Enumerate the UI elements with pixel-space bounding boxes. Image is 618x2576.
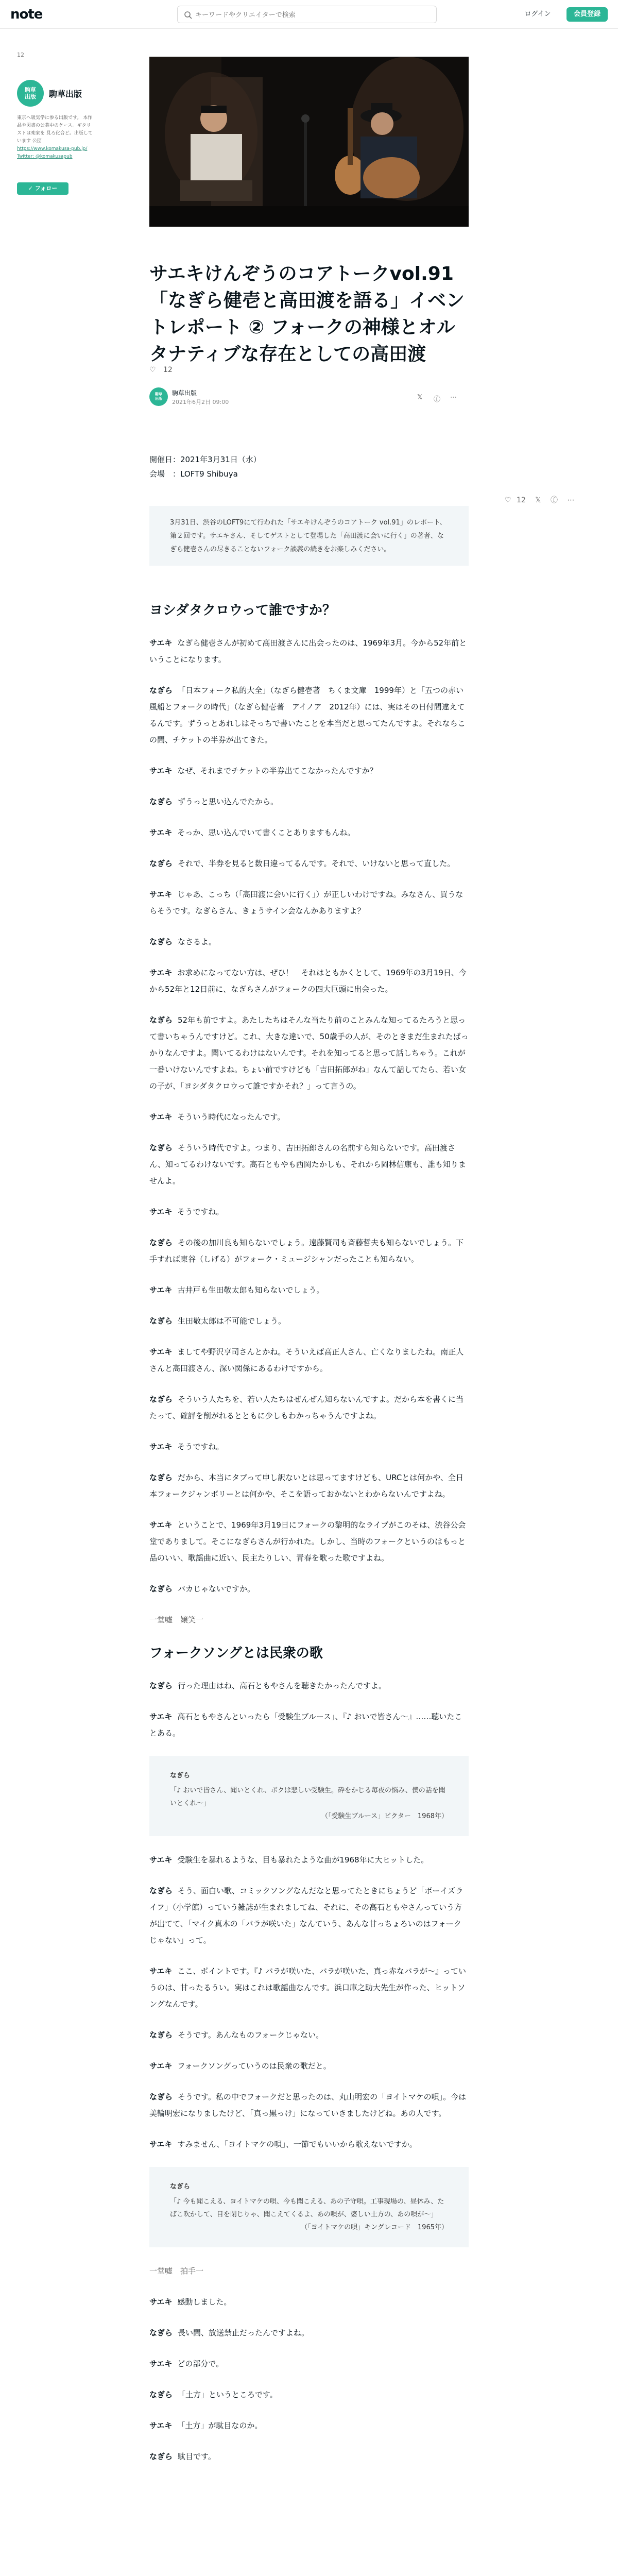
speaker-name: サエキ	[149, 1442, 173, 1451]
article-body	[149, 591, 469, 2479]
dialog-line	[149, 2355, 469, 2372]
speaker-name: なぎら	[149, 2328, 173, 2337]
speech-text: すみません、「ヨイトマケの唄」、一節でもいいから歌えないですか。	[177, 2140, 417, 2149]
quote-speaker: なぎら	[170, 2183, 191, 2191]
speaker-name: なぎら	[149, 1015, 173, 1025]
speaker-name: サエキ	[149, 2297, 173, 2307]
lyric-quote-1	[149, 1756, 469, 1836]
quote-text: 「♪ 今も聞こえる、ヨイトマケの唄、今も聞こえる、あの子守唄。工事現場の、昼休み、たばこ吹かして、目を閉じりゃ、聞こえてくるよ、あの唄が、婆しい土方の、あの唄が～」	[170, 2198, 444, 2218]
speech-text: なぎら健壱さんが初めて高田渡さんに出会ったのは、1969年3月。今から52年前ということになります。	[149, 638, 467, 664]
speech-text: ずうっと思い込んでたから。	[178, 797, 279, 806]
search-icon	[184, 11, 192, 19]
dialog-line	[149, 2294, 469, 2310]
post-date: 2021年6月2日 09:00	[172, 399, 229, 405]
speaker-name: なぎら	[149, 797, 173, 806]
dialog-line	[149, 1234, 469, 1267]
dialog-line	[149, 1109, 469, 1125]
dialog-line	[149, 2386, 469, 2403]
speaker-name: サエキ	[149, 2061, 173, 2071]
follow-label: フォロー	[35, 185, 58, 192]
floating-like-count: 12	[517, 496, 526, 504]
speech-text: そうですね。	[177, 1207, 224, 1216]
speech-text: そう、面白い歌、コミックソングなんだなと思ってたときにちょうど「ボーイズライフ」（小学館）っていう雑誌が生まれましてね、それに、その高石ともやさんっていう方が出てて、「マイク真木の「バラが咲いた」なんていう、あんな甘っちょろいのはフォークじゃない」って。	[149, 1886, 464, 1945]
creator-name[interactable]: 駒草出版	[49, 89, 82, 99]
speech-text: 感動しました。	[177, 2297, 232, 2307]
creator-sidebar	[17, 52, 141, 192]
share-x-icon[interactable]: 𝕏	[535, 496, 541, 504]
share-facebook-icon[interactable]: ⓕ	[551, 496, 558, 504]
speaker-name: なぎら	[149, 937, 173, 946]
signup-button[interactable]: 会員登録	[566, 7, 608, 22]
dialog-line	[149, 934, 469, 950]
summary-box: 3月31日、渋谷のLOFT9にて行われた「サエキけんぞうのコアトーク vol.91」のレポート、第２回です。サエキさん、そしてゲストとして登場した「高田渡に会いに行く」の著者、なぎら健壱さんの尽きることないフォーク談義の続きをお楽しみください。	[149, 506, 469, 566]
creator-avatar[interactable]: 駒草 出版	[17, 80, 44, 107]
dialog-line	[149, 2136, 469, 2153]
concert-photo	[149, 57, 469, 227]
speaker-name: サエキ	[149, 1285, 173, 1295]
author-info	[149, 387, 469, 408]
speaker-name: なぎら	[149, 1143, 173, 1153]
speaker-name: なぎら	[149, 2452, 173, 2461]
dialog-line	[149, 1391, 469, 1424]
speech-text: ましてや野沢亨司さんとかね。そういえば高正人さん、亡くなりましたね。南正人さんと高田渡さん、深い関係にあるわけですから。	[149, 1347, 464, 1373]
speaker-name: サエキ	[149, 890, 173, 899]
dialog-line	[149, 1963, 469, 2012]
speech-text: そういう人たちを、若い人たちはぜんぜん知らないんですよ。だから本を書くに当たって、確評を削がれるとともに少しもわかっちゃうんですよね。	[149, 1395, 464, 1420]
speaker-name: なぎら	[149, 1473, 173, 1482]
article-title: サエキけんぞうのコアトークvol.91「なぎら健壱と高田渡を語る」イベントレポート ② フォークの神様とオルタナティブな存在としての高田渡	[149, 263, 465, 365]
site-header	[0, 0, 618, 29]
speaker-name: サエキ	[149, 1347, 173, 1357]
speaker-name: サエキ	[149, 1207, 173, 1216]
follow-button[interactable]: ✓ フォロー	[17, 182, 68, 195]
dialog-block-2	[149, 1677, 469, 1741]
speaker-name: サエキ	[149, 766, 173, 775]
speaker-name: なぎら	[149, 2030, 173, 2040]
speaker-name: サエキ	[149, 1520, 173, 1530]
speaker-name: なぎら	[149, 1681, 173, 1690]
speech-text: フォークソングっていうのは民衆の歌だと。	[177, 2061, 331, 2071]
heart-icon[interactable]: ♡	[149, 366, 156, 374]
speech-text: 「日本フォーク私的大全」（なぎら健壱著 ちくま文庫 1999年）と「五つの赤い風船とフォークの時代」（なぎら健壱著 アイノア 2012年）には、実はその日付間違えてるんです。ずうっとあれしはそっちで書いたことを本当だと思ってたんですよ。それならこの間、チケットの半券が出てきた。	[149, 686, 466, 744]
search-box[interactable]	[177, 6, 437, 23]
quote-source: （「受験生ブルース」ビクター 1968年）	[321, 1812, 448, 1820]
speaker-name: なぎら	[149, 2390, 173, 2399]
speech-text: そうです。私の中でフォークだと思ったのは、丸山明宏の「ヨイトマケの唄」。今は美輪明宏になりましたけど、「真っ黒っけ」になっていきましたけどね。あの人です。	[149, 2092, 467, 2118]
floating-actions	[505, 495, 574, 505]
speech-text: ここ、ポイントです。『♪ バラが咲いた、バラが咲いた、真っ赤なバラが～』っていうのは、甘ったるうい。実はこれは歌謡曲なんです。浜口庫之助大先生が作った、ヒットソングなんです。	[149, 1967, 467, 2009]
speaker-name: なぎら	[149, 1316, 173, 1326]
dialog-line	[149, 2089, 469, 2122]
event-info	[149, 452, 261, 481]
speech-text: なさるよ。	[178, 937, 217, 946]
dialog-line	[149, 1344, 469, 1377]
dialog-line	[149, 1282, 469, 1298]
speech-text: 行った理由はね、高石ともやさんを聴きたかったんですよ。	[178, 1681, 387, 1690]
search-input[interactable]	[195, 10, 422, 20]
speech-text: 高石ともやさんといったら「受験生ブルース」、『♪ おいで皆さん～』……聴いたことある。	[149, 1712, 462, 1738]
speech-text: 受験生を暴れるような、目も暴れたような曲が1968年に大ヒットした。	[177, 1855, 429, 1865]
dialog-line	[149, 824, 469, 841]
dialog-line	[149, 793, 469, 810]
speaker-name: なぎら	[149, 2092, 173, 2102]
dialog-line	[149, 2027, 469, 2043]
speaker-name: サエキ	[149, 1967, 173, 1976]
speaker-name: なぎら	[149, 1395, 173, 1404]
dialog-line	[149, 1708, 469, 1741]
note-logo[interactable]: note	[10, 7, 43, 22]
speech-text: じゃあ、こっち（「高田渡に会いに行く」）が正しいわけですね。みなさん、買うならそうです。なぎらさん、きょうサイン会なんかありますよ？	[149, 890, 464, 916]
dialog-line	[149, 1677, 469, 1694]
stage-direction: 一堂嘘 嬢笑一	[149, 1615, 204, 1624]
more-options-icon[interactable]: ⋯	[567, 496, 575, 504]
dialog-line	[149, 1852, 469, 1868]
speech-text: そういう時代ですよ。つまり、吉田拓郎さんの名前すら知らないです。高田渡さん、知ってるわけないです。高石ともやも西岡たかしも、それから岡林信康も、誰も知りませんよ。	[149, 1143, 466, 1185]
creator-count: 12	[17, 52, 24, 58]
speech-text: その後の加川良も知らないでしょう。遠藤賢司も斉藤哲夫も知らないでしょう。下手すれば東谷（しげる）がフォーク・ミュージシャンだったことも知らない。	[149, 1238, 464, 1264]
speaker-name: サエキ	[149, 2421, 173, 2430]
more-options-icon[interactable]: ⋯	[450, 394, 457, 401]
speaker-name: サエキ	[149, 1855, 173, 1865]
dialog-block-4	[149, 2294, 469, 2465]
dialog-line	[149, 682, 469, 748]
speech-text: それで、半券を見ると数日違ってるんです。それで、いけないと思って直した。	[178, 859, 455, 868]
speech-text: バカじゃないですか。	[178, 1584, 255, 1594]
share-facebook-icon[interactable]: ⓕ	[434, 396, 441, 403]
speech-text: そうです。あんなものフォークじゃない。	[178, 2030, 324, 2040]
speech-text: そっか、思い込んでいて書くことありますもんね。	[177, 828, 355, 837]
speaker-name: なぎら	[149, 859, 173, 868]
speech-text: 「土方」というところです。	[178, 2390, 278, 2399]
dialog-line	[149, 635, 469, 668]
speech-text: 長い間、放送禁止だったんですよね。	[178, 2328, 310, 2337]
speech-text: そうですね。	[177, 1442, 224, 1451]
heart-icon[interactable]: ♡	[505, 496, 511, 504]
dialog-line	[149, 1469, 469, 1502]
quote-source: （「ヨイトマケの唄」キングレコード 1965年）	[301, 2224, 448, 2231]
creator-twitter-link[interactable]: Twitter: @komakusapub	[17, 154, 73, 159]
dialog-line	[149, 2448, 469, 2465]
share-x-icon[interactable]: 𝕏	[417, 394, 423, 401]
dialog-line	[149, 964, 469, 997]
speech-text: 52年も前ですよ。あたしたちはそんな当たり前のことみんな知ってるたろうと思って書いちゃうんですけど。これ、大きな違いで、50歳手の人が、そのときまだ生まれたばっかりなんですよ。聞いてるわけはないんです。それを知ってると思って話しちゃう。これが一番いけないんですよね。ちょい前ですけども「吉田拓郎がね」なんて話してたら、若い女の子が、「ヨシダタクロウって誰ですかそれ？」って言うの。	[149, 1015, 469, 1091]
speech-text: 駄目です。	[178, 2452, 216, 2461]
speech-text: だから、本当にタブって申し訳ないとは思ってますけども、URCとは何かや、全日本フォークジャンボリーとは何かや、そこを語っておかないとわからないんですよね。	[149, 1473, 464, 1499]
dialog-line	[149, 1883, 469, 1948]
lyric-quote-2	[149, 2167, 469, 2247]
event-date: 開催日：2021年3月31日（水）	[149, 455, 261, 464]
dialog-line	[149, 2325, 469, 2341]
speaker-name: なぎら	[149, 1584, 173, 1594]
dialog-line	[149, 1581, 469, 1597]
author-avatar[interactable]: 駒草 出版	[149, 387, 168, 406]
dialog-line	[149, 1313, 469, 1329]
dialog-line	[149, 886, 469, 919]
dialog-line	[149, 1204, 469, 1220]
quote-text: 「♪ おいで皆さん、聞いとくれ、ボクは悲しい受験生。砕をかじる毎夜の悩み、僕の話を聞いとくれ～」	[170, 1787, 445, 1807]
dialog-line	[149, 1012, 469, 1094]
dialog-block-3	[149, 1852, 469, 2153]
event-venue: 会場 ：LOFT9 Shibuya	[149, 469, 238, 479]
section-heading-1: ヨシダタクロウって誰ですか？	[149, 603, 336, 618]
speaker-name: サエキ	[149, 2359, 173, 2368]
speaker-name: なぎら	[149, 1238, 173, 1247]
login-button[interactable]: ログイン	[524, 10, 551, 18]
speech-text: 古井戸も生田敬太郎も知らないでしょう。	[177, 1285, 324, 1295]
speaker-name: サエキ	[149, 638, 173, 648]
dialog-block-1	[149, 635, 469, 1597]
author-name[interactable]: 駒草出版	[172, 389, 197, 397]
dialog-line	[149, 855, 469, 872]
speaker-name: サエキ	[149, 968, 173, 977]
speaker-name: サエキ	[149, 2140, 173, 2149]
dialog-line	[149, 1140, 469, 1189]
creator-site-link[interactable]: https://www.komakusa-pub.jp/	[17, 146, 88, 151]
speaker-name: なぎら	[149, 686, 173, 695]
dialog-line	[149, 2417, 469, 2434]
creator-description	[17, 114, 94, 161]
speaker-name: サエキ	[149, 828, 173, 837]
speech-text: お求めになってない方は、ぜひ！ それはともかくとして、1969年の3月19日、今から52年と12日前に、なぎらさんがフォークの四大巨頭に出会った。	[149, 968, 467, 994]
speech-text: なぜ、それまでチケットの半券出てこなかったんですか？	[177, 766, 377, 775]
speaker-name: サエキ	[149, 1712, 173, 1721]
hero-photo	[149, 57, 469, 227]
speaker-name: なぎら	[149, 1886, 173, 1895]
dialog-line	[149, 1438, 469, 1455]
speech-text: 生田敬太郎は不可能でしょう。	[178, 1316, 286, 1326]
quote-speaker: なぎら	[170, 1772, 191, 1780]
speech-text: どの部分で。	[177, 2359, 224, 2368]
speech-text: ということで、1969年3月19日にフォークの黎明的なライブがこのそは、渋谷公会堂でありまして。そこになぎらさんが行かれた。しかし、当時のフォークというのはもっと品のいい、歌謡曲に近い、民主たりしい、青春を歌った歌ですよね。	[149, 1520, 466, 1563]
like-count: 12	[163, 366, 173, 374]
dialog-line	[149, 762, 469, 779]
section-heading-2: フォークソングとは民衆の歌	[149, 1646, 323, 1661]
stage-direction: 一堂嘘 拍手一	[149, 2266, 204, 2276]
speaker-name: サエキ	[149, 1112, 173, 1122]
like-row	[149, 366, 173, 374]
dialog-line	[149, 1517, 469, 1566]
creator-desc-text: 東京へ吸気学に参る出版です。 本作品や図書の公募中のケース。ギタリストは楽家を 見ろ化合ど。出版しています 公団	[17, 115, 93, 144]
speech-text: 「土方」が駄目なのか。	[177, 2421, 263, 2430]
dialog-line	[149, 2058, 469, 2074]
speech-text: そういう時代になったんです。	[177, 1112, 285, 1122]
